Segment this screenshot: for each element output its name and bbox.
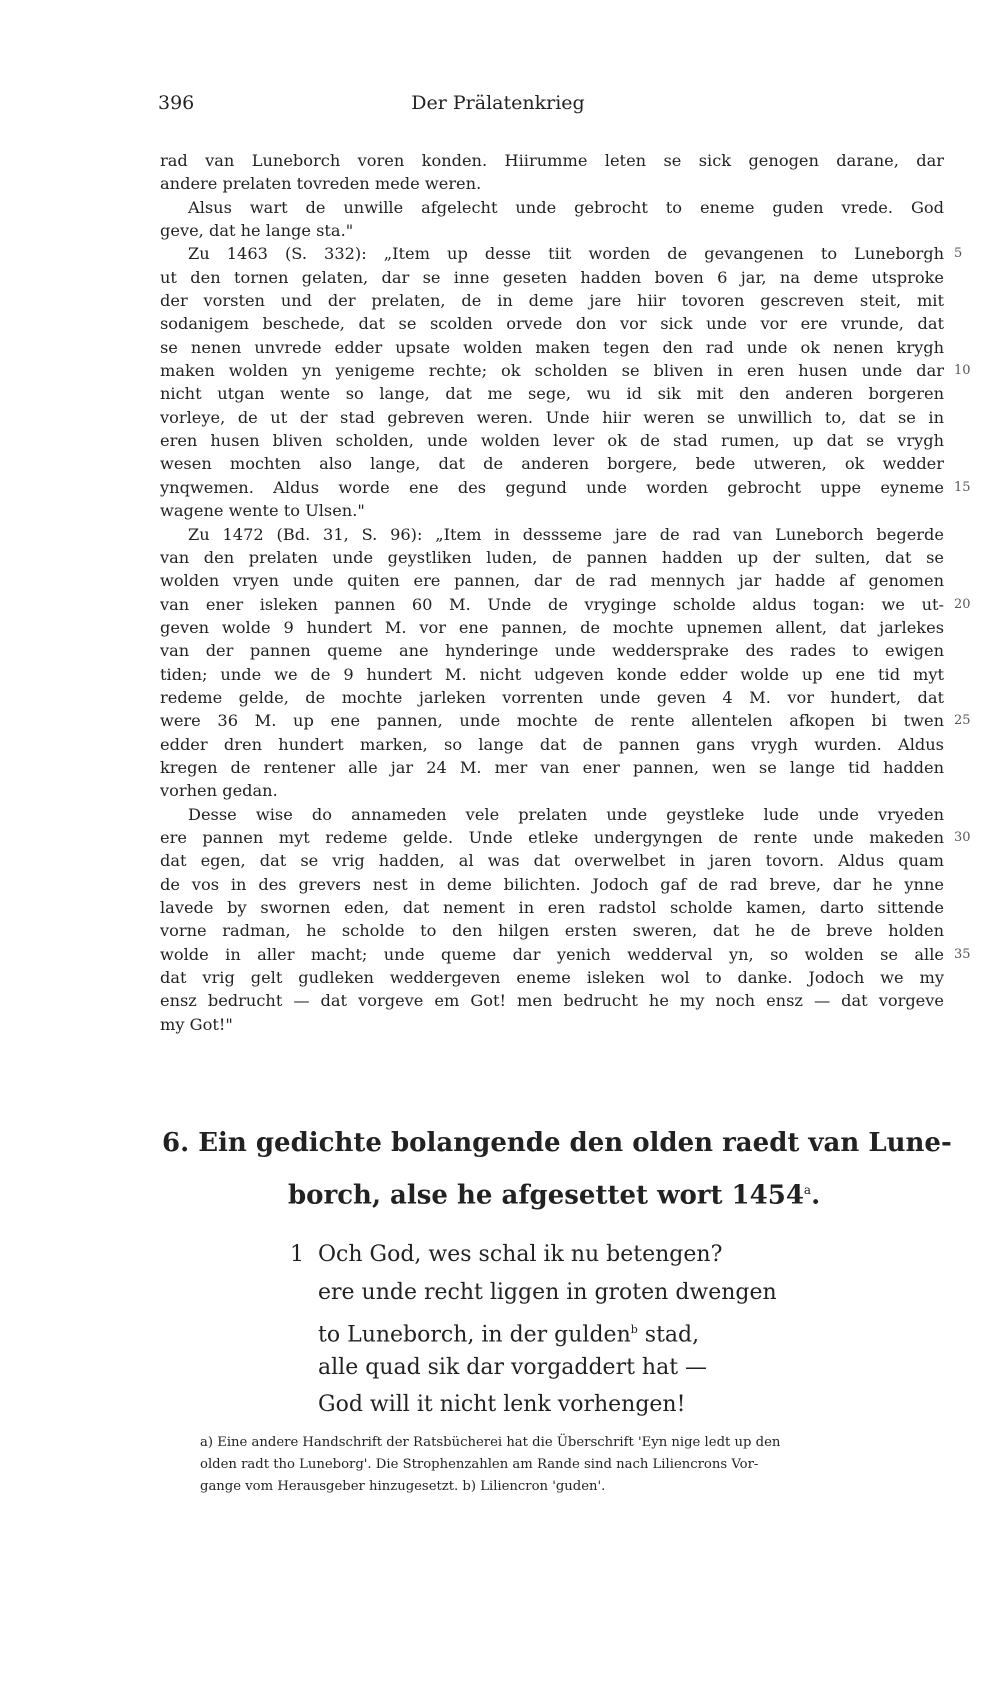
line-number: 15: [954, 479, 971, 495]
line-number: 35: [954, 946, 971, 962]
line-text: ut den tornen gelaten, dar se inne geseten hadden boven 6 jar, na deme utsproke: [160, 267, 944, 287]
text-line: [160, 476, 971, 499]
text-line: [160, 289, 950, 312]
line-text: geve, dat he lange sta.": [160, 221, 354, 241]
line-text: der vorsten und der prelaten, de in deme jare hiir tovoren gescreven steit, mit: [160, 291, 944, 311]
heading-line-1: Ein gedichte bolangende den olden raedt van Lune-: [198, 1128, 952, 1158]
line-text: wesen mochten also lange, dat de anderen borgere, bede utweren, ok wedder: [160, 454, 944, 474]
text-line: [160, 943, 971, 966]
line-text: maken wolden yn yenigeme rechte; ok scholden se bliven in eren husen unde dar: [160, 361, 944, 381]
text-line: [160, 499, 950, 522]
text-line: [160, 219, 950, 242]
line-text: dat vrig gelt gudleken weddergeven eneme isleken wol to danke. Jodoch we my: [160, 968, 944, 988]
line-number: 30: [954, 829, 971, 845]
line-text: van den prelaten unde geystliken luden, de pannen hadden up der sulten, dat se: [160, 547, 944, 567]
line-text: were 36 M. up ene pannen, unde mochte de rente allentelen afkopen bi twen: [160, 711, 944, 731]
line-text: vorhen gedan.: [160, 781, 278, 801]
text-line: [160, 406, 950, 429]
text-line: [160, 266, 950, 289]
line-text: my Got!": [160, 1014, 233, 1034]
line-text: rad van Luneborch voren konden. Hiirumme leten se sick genogen darane, dar: [160, 151, 944, 170]
poem-text: God will it nicht lenk vorhengen!: [318, 1392, 686, 1417]
line-text: wagene wente to Ulsen.": [160, 501, 365, 521]
footnotes: [200, 1432, 940, 1498]
text-line: [160, 593, 971, 616]
stanza-number: 1: [290, 1242, 304, 1267]
text-line: [160, 569, 950, 592]
line-text: dat egen, dat se vrig hadden, al was dat overwelbet in jaren tovorn. Aldus quam: [160, 851, 944, 871]
poem-text: Och God, wes schal ik nu betengen?: [318, 1242, 723, 1267]
text-line: [160, 1013, 950, 1036]
text-line: [160, 849, 950, 872]
page-number: 396: [158, 92, 195, 114]
text-line: [160, 616, 950, 639]
text-line: [160, 919, 950, 942]
text-line: [160, 873, 950, 896]
text-line: [160, 523, 950, 546]
line-text: nicht utgan wente so lange, dat me sege, wu id sik mit den anderen borgeren: [160, 384, 944, 404]
line-text: Desse wise do annameden vele prelaten unde geystleke lude unde vryeden: [188, 804, 944, 824]
text-line: [160, 546, 950, 569]
heading-line-2: borch, alse he afgesettet wort 1454: [288, 1180, 804, 1211]
poem-line: [290, 1349, 850, 1387]
poem-line-text: [318, 1311, 699, 1354]
text-line: [160, 452, 950, 475]
line-text: eren husen bliven scholden, unde wolden lever ok de stad rumen, up dat se vrygh: [160, 431, 944, 451]
line-text: geven wolde 9 hundert M. vor ene pannen, de mochte upnemen allent, dat jarlekes: [160, 617, 944, 637]
poem-line-text: [318, 1349, 707, 1387]
line-text: vorleye, de ut der stad gebreven weren. Unde hiir weren se unwillich to, dat se in: [160, 407, 944, 427]
text-line: [160, 639, 950, 662]
text-line: [160, 429, 950, 452]
line-text: redeme gelde, de mochte jarleken vorrenten unde geven 4 M. vor hundert, dat: [160, 687, 944, 707]
poem-text: ere unde recht liggen in groten dwengen: [318, 1279, 777, 1305]
line-number: 10: [954, 363, 971, 379]
text-line: [160, 896, 950, 919]
text-line: [160, 382, 950, 405]
line-text: Zu 1472 (Bd. 31, S. 96): „Item in dessseme jare de rad van Luneborch begerde: [188, 524, 944, 544]
line-text: van ener isleken pannen 60 M. Unde de vryginge scholde aldus togan: we ut-: [160, 594, 944, 614]
line-text: Zu 1463 (S. 332): „Item up desse tiit worden de gevangenen to Luneborgh: [188, 244, 944, 264]
heading-end: .: [811, 1180, 821, 1211]
text-line: [160, 966, 950, 989]
line-text: wolden vryen unde quiten ere pannen, dar de rad mennych jar hadde af genomen: [160, 571, 944, 591]
line-text: tiden; unde we de 9 hundert M. nicht udgeven konde edder wolde up ene tid myt: [160, 664, 944, 684]
text-line: [160, 172, 950, 195]
line-number: 20: [954, 596, 971, 612]
line-text: ynqwemen. Aldus worde ene des gegund unde worden gebrocht uppe eyneme: [160, 477, 944, 497]
footnote-line: gange vom Herausgeber hinzugesetzt. b) Liliencron 'guden'.: [200, 1479, 606, 1494]
line-text: vorne radman, he scholde to den hilgen ersten sweren, dat he de breve holden: [160, 921, 944, 941]
poem-text-after: stad,: [637, 1322, 700, 1348]
text-line: [160, 312, 950, 335]
text-line: [160, 149, 950, 172]
footnote-marker-b: b: [630, 1323, 638, 1336]
text-line: [160, 196, 950, 219]
line-text: sodanigem beschede, dat se scolden orvede don vor sick unde vor ere vrunde, dat: [160, 314, 944, 334]
line-text: van der pannen queme ane hynderinge unde weddersprake des rades to ewigen: [160, 641, 944, 661]
text-line: [160, 779, 950, 802]
line-text: se nenen unvrede edder upsate wolden maken tegen den rad unde ok nenen krygh: [160, 337, 944, 357]
footnote-marker-a: a: [803, 1183, 812, 1197]
body-text: [160, 149, 971, 1036]
poem-text: alle quad sik dar vorgaddert hat —: [318, 1354, 708, 1380]
line-text: wolde in aller macht; unde queme dar yenich wedderval yn, so wolden se alle: [160, 944, 944, 964]
poem-text: to Luneborch, in der gulden: [318, 1322, 631, 1348]
poem-line-text: [318, 1386, 685, 1424]
footnote-line: olden radt tho Luneborg'. Die Strophenzahlen am Rande sind nach Liliencrons Vor-: [200, 1457, 759, 1472]
heading-number: 6.: [162, 1128, 190, 1158]
line-text: Alsus wart de unwille afgelecht unde gebrocht to eneme guden vrede. God: [188, 197, 944, 217]
text-line: [160, 686, 950, 709]
poem-line: [290, 1274, 850, 1312]
poem-line: [290, 1386, 850, 1424]
text-line: [160, 733, 950, 756]
line-text: edder dren hundert marken, so lange dat de pannen gans vrygh wurden. Aldus: [160, 734, 944, 754]
page-header: [158, 92, 838, 122]
line-number: 25: [954, 713, 971, 729]
text-line: [160, 756, 950, 779]
poem-line-text: [318, 1274, 777, 1312]
line-text: ensz bedrucht — dat vorgeve em Got! men bedrucht he my noch ensz — dat vorgeve: [160, 991, 944, 1011]
running-title: Der Prälatenkrieg: [411, 92, 585, 114]
text-line: [160, 663, 950, 686]
line-number: 5: [954, 246, 963, 262]
text-line: [160, 336, 950, 359]
poem-line: [290, 1236, 850, 1274]
footnote-line: a) Eine andere Handschrift der Ratsbücherei hat die Überschrift 'Eyn nige ledt up den: [200, 1435, 781, 1450]
text-line: [160, 989, 950, 1012]
line-text: de vos in des grevers nest in deme bilichten. Jodoch gaf de rad breve, dar he ynne: [160, 874, 944, 894]
text-line: [160, 826, 971, 849]
text-line: [160, 242, 963, 265]
text-line: [160, 359, 971, 382]
poem-line-text: [318, 1236, 722, 1274]
line-text: lavede by swornen eden, dat nement in eren radstol scholde kamen, darto sittende: [160, 898, 944, 917]
line-text: kregen de rentener alle jar 24 M. mer van ener pannen, wen se lange tid hadden: [160, 757, 944, 777]
text-line: [160, 803, 950, 826]
poem-line: [290, 1311, 850, 1349]
line-text: andere prelaten tovreden mede weren.: [160, 174, 482, 194]
line-text: ere pannen myt redeme gelde. Unde etleke undergyngen de rente unde makeden: [160, 827, 944, 847]
poem: [290, 1236, 850, 1424]
text-line: [160, 709, 971, 732]
